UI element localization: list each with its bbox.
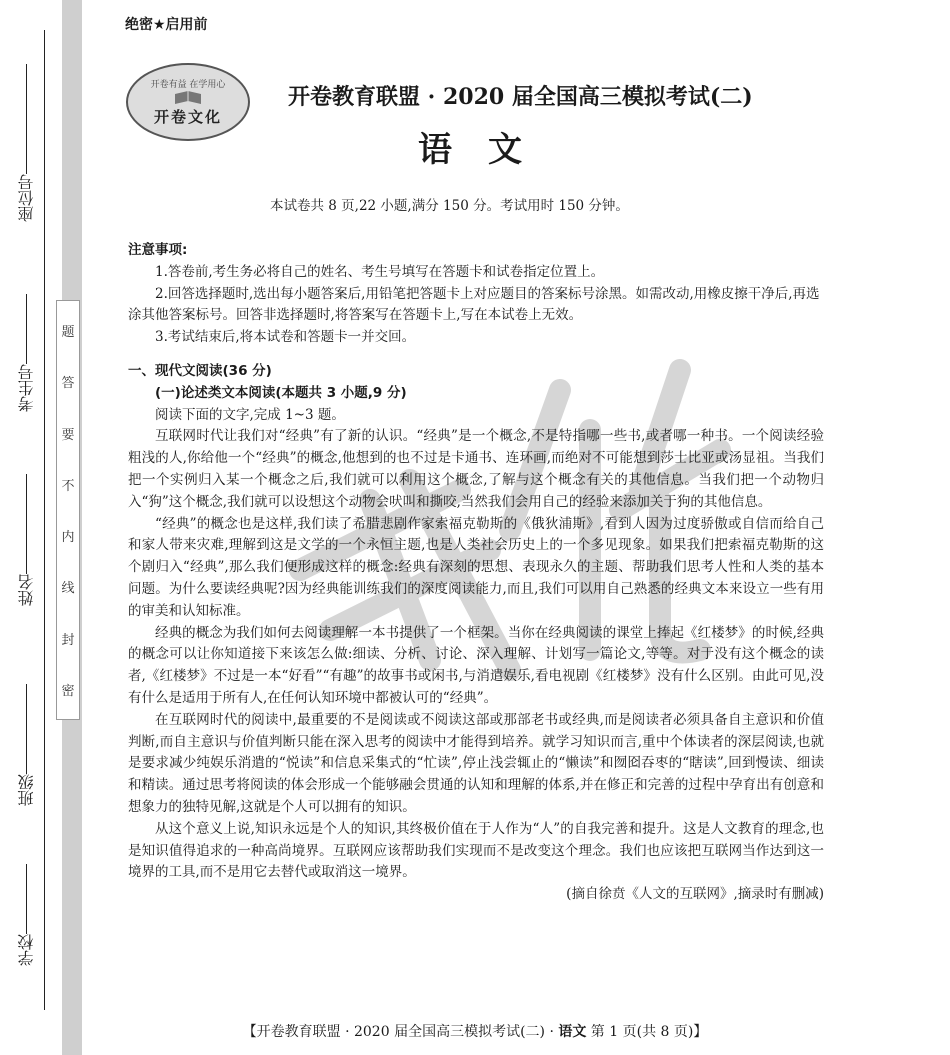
seal-char: 封	[61, 632, 75, 648]
binding-line	[44, 30, 45, 1010]
footer-subject: 语文	[558, 1024, 587, 1040]
name-label: 姓名	[16, 574, 36, 606]
logo-arc-text: 开卷有益 在学用心	[150, 80, 226, 90]
kaijuan-logo	[126, 63, 250, 141]
name-field[interactable]	[8, 470, 44, 606]
seal-char: 密	[61, 683, 75, 699]
seal-line-box	[56, 300, 80, 720]
seat-number-field[interactable]	[8, 60, 44, 222]
document-body	[128, 240, 824, 906]
seal-char: 内	[61, 530, 75, 546]
footer-left: 【开卷教育联盟 · 2020 届全国高三模拟考试(二) ·	[242, 1024, 559, 1040]
school-label: 学校	[16, 934, 36, 966]
candidate-number-field[interactable]	[8, 290, 44, 412]
section-heading: 一、现代文阅读(36 分)	[128, 362, 272, 379]
passage-paragraph: 从这个意义上说,知识永远是个人的知识,其终极价值在于人作为“人”的自我完善和提升。这是人文教育的理念,也是知识值得追求的一种高尚境界。互联网应该帮助我们实现而不是改变这个理念。我们也应该把互联网当作达到这一境界的工具,而不是用它去替代或取消这一境界。	[128, 820, 824, 881]
passage-paragraph: 互联网时代让我们对“经典”有了新的认识。“经典”是一个概念,不是特指哪一些书,或者哪一种书。一个阅读经验粗浅的人,你给他一个“经典”的概念,他想到的也不过是卡通书、连环画,而绝对不可能想到莎士比亚或汤显祖。当我们把一个实例归入某一个概念之后,我们就可以利用这个概念,了解与这个概念有关的其他信息。当我们把一个动物归入“狗”这个概念,我们就可以设想这个动物会吠叫和撕咬,当然我们会用自己的经验来添加关于狗的其他信息。	[128, 428, 824, 510]
exam-info: 本试卷共 8 页,22 小题,满分 150 分。考试用时 150 分钟。	[270, 198, 629, 214]
reading-instruction: 阅读下面的文字,完成 1~3 题。	[155, 406, 345, 423]
secret-mark: 绝密★启用前	[125, 17, 208, 33]
notice-item: 2.回答选择题时,选出每小题答案后,用铅笔把答题卡上对应题目的答案标号涂黑。如需改动,用橡皮擦干净后,再选涂其他答案标号。回答非选择题时,将答案写在答题卡上,写在本试卷上无效。	[128, 285, 820, 324]
logo-name: 开卷文化	[153, 108, 222, 126]
candidate-number-label: 考生号	[16, 364, 36, 412]
passage-paragraph: “经典”的概念也是这样,我们读了希腊悲剧作家索福克勒斯的《俄狄浦斯》,看到人因为过度骄傲或自信而给自己和家人带来灾难,理解到这是文学的一个永恒主题,也是人类社会历史上的一个多见现象。如果我们把索福克勒斯的这个剧归入“经典”,那么我们便形成这样的概念:经典有深刻的思想、表现永久的主题、帮助我们思考人性和人类的基本问题。为什么要读经典呢?因为经典能训练我们的深度阅读能力,而且,我们可以用自己熟悉的经典文本来设立一些有用的审美和认知标准。	[128, 515, 824, 619]
footer-page: 第 1 页(共 8 页)】	[586, 1024, 708, 1040]
exam-title: 开卷教育联盟 · 2020 届全国高三模拟考试(二)	[288, 84, 753, 110]
class-field[interactable]	[8, 680, 44, 806]
seal-char: 线	[61, 581, 75, 597]
seal-char: 答	[61, 376, 75, 392]
seat-number-label: 座位号	[16, 174, 36, 222]
seal-char: 要	[61, 427, 75, 443]
subsection-heading: (一)论述类文本阅读(本题共 3 小题,9 分)	[155, 384, 407, 401]
passage-source: (摘自徐贲《人文的互联网》,摘录时有删减)	[566, 886, 824, 903]
subject-title: 语文	[418, 130, 558, 170]
class-label: 班级	[16, 774, 36, 806]
notice-heading: 注意事项:	[128, 242, 188, 258]
notice-item: 3.考试结束后,将本试卷和答题卡一并交回。	[155, 329, 416, 346]
notice-item: 1.答卷前,考生务必将自己的姓名、考生号填写在答题卡和试卷指定位置上。	[155, 263, 605, 280]
seal-char: 不	[61, 478, 75, 494]
book-icon	[173, 90, 203, 106]
passage-paragraph: 经典的概念为我们如何去阅读理解一本书提供了一个框架。当你在经典阅读的课堂上捧起《红楼梦》的时候,经典的概念可以让你知道接下来该怎么做:细读、分析、讨论、深入理解、计划写一篇论文,等等。对于没有这个概念的读者,《红楼梦》不过是一本“好看”“有趣”的故事书或闲书,与消遣娱乐,看电视剧《红楼梦》没有什么区别。由此可见,没有什么是适用于所有人,在任何认知环境中都被认可的“经典”。	[128, 624, 824, 706]
passage-paragraph: 在互联网时代的阅读中,最重要的不是阅读或不阅读这部或那部老书或经典,而是阅读者必须具备自主意识和价值判断,而自主意识与价值判断只能在深入思考的阅读中才能得到培养。就学习知识而言,重中个体读者的深层阅读,也就是要求减少纯娱乐消遣的“悦读”和信息采集式的“忙读”,停止浅尝辄止的“懒读”和囫囵吞枣的“瞎读”,回到慢读、细读和精读。通过思考将阅读的体会形成一个能够融会贯通的认知和理解的体系,并在修正和完善的过程中孕育出有创意和想象力的独特见解,这就是个人可以拥有的知识。	[128, 711, 824, 815]
seal-char: 题	[61, 325, 75, 340]
school-field[interactable]	[8, 860, 44, 966]
page-footer	[0, 1021, 950, 1041]
